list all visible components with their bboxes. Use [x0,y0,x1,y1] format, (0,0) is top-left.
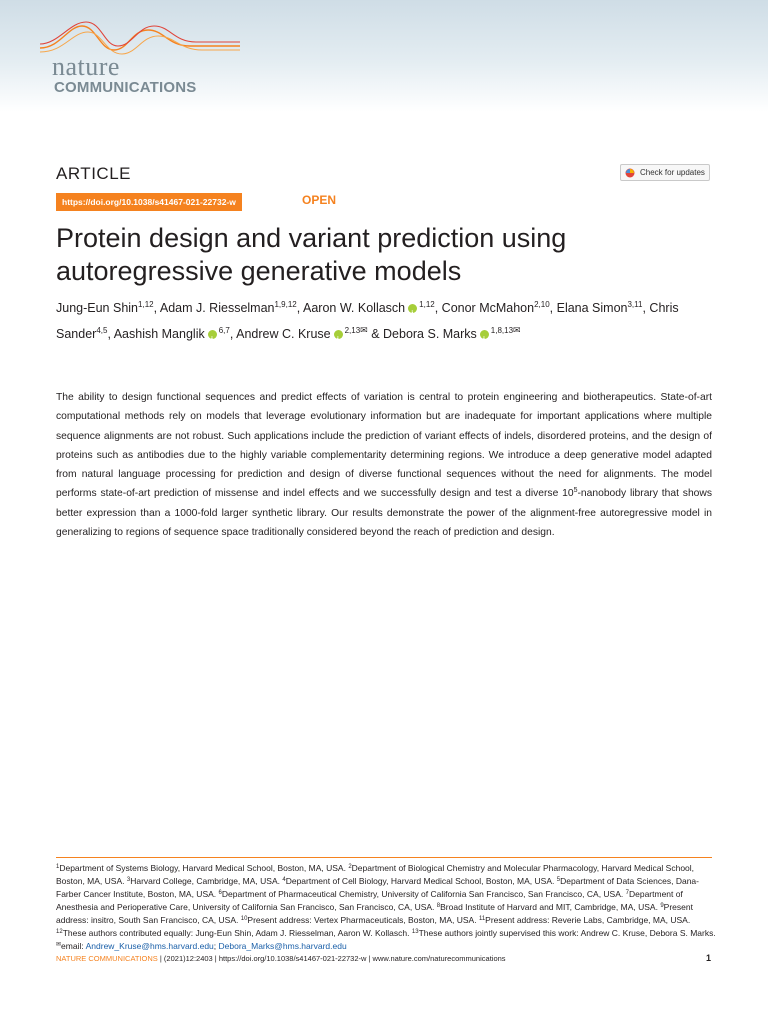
affiliation-text: These authors jointly supervised this work: Andrew C. Kruse, Debora S. Marks. [418,928,716,938]
abstract-text: -nanobody library that shows better expression than a 1000-fold larger synthetic library. Our results demonstrate the power of the alignment-free autoregressive model in generalizing to regions of sequence space traditionally considered beyond the reach of prediction and design. [56,488,712,539]
affiliation-text: Department of Systems Biology, Harvard Medical School, Boston, MA, USA. [59,863,346,873]
author-name[interactable]: Andrew C. Kruse [236,327,331,341]
check-updates-icon [625,168,635,178]
author-affiliation: 1,12 [138,300,154,309]
author-affiliation: 1,9,12 [274,300,297,309]
footnote-divider [56,857,712,858]
author-name[interactable]: Elana Simon [556,301,628,315]
abstract-superscript: 5 [573,487,578,495]
orcid-icon[interactable] [408,304,417,313]
footnote-number: 10 [240,916,248,922]
check-for-updates-button[interactable] [620,164,710,181]
footer-journal-name: NATURE COMMUNICATIONS [56,954,158,963]
author-list: Jung-Eun Shin$^{1,12}$, Adam J. Riesselman$^{1,9,12}$, Aaron W. Kollaschi $^{1,12}$, Conor McMahon$^{2,10}$, Elana Simon$^{3,11}$, Chris Sander$^{4,5}$, Aashish Mangliki $^{6,7}$, Andrew C. Krusei $^{2,13✉}$ & Debora S. Marksi $^{1,8,13✉}$ [56,297,716,345]
journal-logo[interactable] [40,20,240,100]
open-access-label: OPEN [302,193,337,207]
orcid-icon[interactable] [208,330,217,339]
author-name[interactable]: Aashish Manglik [113,327,205,341]
footnote-number: 5 [556,877,561,883]
affiliation-text: Department of Data Sciences, Dana-Farber Cancer Institute, Boston, MA, USA. [56,876,699,899]
footnote-number: 11 [478,916,486,922]
email-label: email: [61,941,86,951]
author-name[interactable]: Debora S. Marks [383,327,477,341]
footnote-number: 13 [411,929,419,935]
affiliation-text: Department of Biological Chemistry and Molecular Pharmacology, Harvard Medical School, Boston, MA, USA. [56,863,695,886]
footnote-number: 4 [282,877,286,883]
article-type-label: ARTICLE [56,164,131,183]
orcid-icon[interactable] [334,330,343,339]
email-link-kruse[interactable]: Andrew_Kruse@hms.harvard.edu [85,941,214,951]
author-name[interactable]: Aaron W. Kollasch [303,301,406,315]
author-affiliation: 4,5 [96,326,108,335]
affiliation-text: Present address: Reverie Labs, Cambridge, MA, USA. [485,915,691,925]
logo-communications-text: COMMUNICATIONS [54,79,197,96]
email-icon[interactable]: ✉ [360,325,368,335]
orcid-icon[interactable] [480,330,489,339]
footnote-number: 1 [56,864,60,870]
author-affiliation: 2,10 [534,300,550,309]
footnote-number: 6 [218,890,222,896]
author-affiliation: 6,7 [218,326,230,335]
footer-citation: | (2021)12:2403 | https://doi.org/10.1038/s41467-021-22732-w | www.nature.com/naturecommunications [157,954,506,963]
affiliation-footnotes: $^1$Department of Systems Biology, Harvard Medical School, Boston, MA, USA. $^2$Department of Biological Chemistry and Molecular Pharmacology, Harvard Medical School, Boston, MA, USA. $^3$Harvard College, Cambridge, MA, USA. $^4$Department of Cell Biology, Harvard Medical School, Boston, MA, USA. $^5$Department of Data Sciences, Dana-Farber Cancer Institute, Boston, MA, USA. $^6$Department of Pharmaceutical Chemistry, University of California San Francisco, San Francisco, CA, USA. $^7$Department of Anesthesia and Perioperative Care, University of California San Francisco, San Francisco, CA, USA. $^8$Broad Institute of Harvard and MIT, Cambridge, MA, USA. $^9$Present address: insitro, South San Francisco, CA, USA. $^{10}$Present address: Vertex Pharmaceuticals, Boston, MA, USA. $^{11}$Present address: Reverie Labs, Cambridge, MA, USA. $^{12}$These authors contributed equally: Jung-Eun Shin, Adam J. Riesselman, Aaron W. Kollasch. $^{13}$These authors jointly supervised this work: Andrew C. Kruse, Debora S. Marks. ✉email: Andrew_Kruse@hms.harvard.edu; Debora_Marks@hms.harvard.edu [56,863,716,951]
footnote-number: 9 [660,903,664,909]
affiliation-text: Broad Institute of Harvard and MIT, Cambridge, MA, USA. [440,902,658,912]
email-icon: ✉ [56,942,62,948]
author-affiliation: 1,12 [419,300,435,309]
article-title: Protein design and variant prediction using autoregressive generative models [56,223,567,286]
author-name[interactable]: Chris Sander [56,301,679,341]
affiliation-text: Present address: insitro, South San Francisco, CA, USA. [56,902,693,925]
footnote-number: 7 [625,890,629,896]
footnote-number: 3 [126,877,131,883]
footnote-number: 2 [348,864,352,870]
author-affiliation: 1,8,13 [490,326,514,335]
affiliation-text: Department of Pharmaceutical Chemistry, University of California San Francisco, San Francisco, CA, USA. [221,889,624,899]
page-footer [56,954,712,963]
doi-link[interactable]: https://doi.org/10.1038/s41467-021-22732-w [56,193,242,211]
author-affiliation: 2,13 [344,326,361,335]
footnote-number: 8 [436,903,441,909]
abstract [56,388,712,542]
affiliation-text: These authors contributed equally: Jung-Eun Shin, Adam J. Riesselman, Aaron W. Kollasch. [62,928,410,938]
affiliation-text: Harvard College, Cambridge, MA, USA. [130,876,280,886]
footnote-number: 12 [56,929,63,935]
email-link-marks[interactable]: Debora_Marks@hms.harvard.edu [218,941,347,951]
abstract-text: The ability to design functional sequences and predict effects of variation is central to protein engineering and biotherapeutics. State-of-art computational methods rely on models that leverage evolutionary information but are inadequate for important applications where multiple sequence alignments are not robust. Such applications include the prediction of variant effects of indels, disordered proteins, and the design of proteins such as antibodies due to the highly variable complementarity determining regions. We introduce a deep generative model adapted from natural language processing for prediction and design of diverse functional sequences without the need for alignments. The model performs state-of-art prediction of missense and indel effects and we successfully design and test a diverse 10 [56,392,712,500]
email-icon[interactable]: ✉ [513,325,521,335]
author-affiliation: 3,11 [627,300,643,309]
page-number: 1 [706,953,712,963]
logo-nature-text: nature [52,52,120,81]
author-name[interactable]: Jung-Eun Shin [56,301,139,315]
affiliation-text: Department of Cell Biology, Harvard Medical School, Boston, MA, USA. [285,876,555,886]
affiliation-text: Present address: Vertex Pharmaceuticals, Boston, MA, USA. [247,915,477,925]
check-updates-label: Check for updates [640,168,705,177]
author-name[interactable]: Adam J. Riesselman [159,301,275,315]
author-name[interactable]: Conor McMahon [441,301,535,315]
affiliation-text: Department of Anesthesia and Perioperative Care, University of California San Francisco, San Francisco, CA, USA. [56,889,683,912]
